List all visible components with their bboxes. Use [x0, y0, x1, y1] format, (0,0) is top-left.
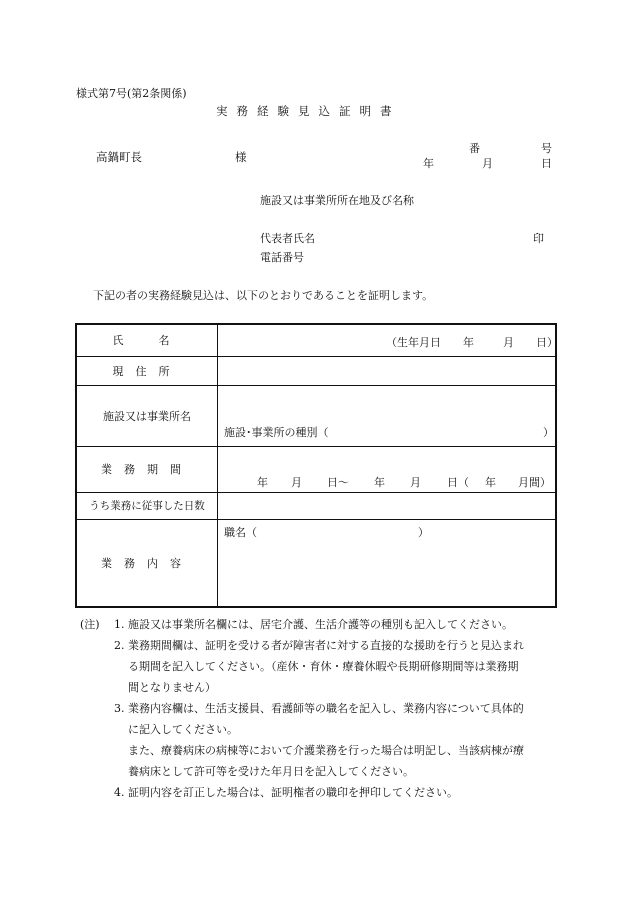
facility-label: 施設又は事業所名	[103, 409, 191, 423]
facility-type-open: 施設･事業所の種別（	[224, 425, 329, 439]
birth-year: 年	[463, 336, 474, 349]
note-line: 施設又は事業所名欄には、居宅介護、生活介護等の種別も記入してください。	[128, 618, 513, 631]
period-day-2: 日（	[447, 475, 469, 489]
number-suffix: 号	[541, 142, 552, 155]
days-label-cell	[76, 492, 218, 519]
period-label-cell	[76, 446, 218, 492]
note-line: 間となりません）	[128, 681, 216, 694]
period-field[interactable]	[218, 446, 557, 492]
representative-label: 代表者氏名	[260, 232, 315, 245]
facility-label-cell	[76, 385, 218, 446]
period-month-2: 月	[410, 475, 421, 489]
notes-list	[80, 614, 560, 803]
seal-mark: 印	[533, 232, 544, 245]
note-text	[128, 698, 560, 782]
note-line: 養病床として許可等を受けた年月日を記入してください。	[128, 765, 414, 778]
address-label-cell	[76, 356, 218, 385]
row-name	[76, 324, 556, 356]
note-line: また、療養病床の病棟等において介護業務を行った場合は明記し、当該病棟が療	[128, 744, 524, 757]
period-day-1: 日～	[327, 475, 349, 489]
row-days	[76, 492, 556, 519]
note-line: る期間を記入してください。（産休・育休・療養休暇や長期研修期間等は業務期	[128, 660, 519, 673]
period-month-1: 月	[291, 475, 302, 489]
row-facility	[76, 385, 556, 446]
address-label: 現住所	[112, 364, 182, 378]
date-month: 月	[482, 157, 493, 170]
honorific: 様	[235, 150, 247, 164]
notes-prefix: (注)	[80, 618, 100, 631]
note-number: 1.	[114, 618, 125, 631]
certificate-table	[75, 323, 557, 608]
period-year-3: 年	[485, 475, 496, 489]
note-line: 業務期間欄は、証明を受ける者が障害者に対する直接的な援助を行うと見込まれ	[128, 639, 524, 652]
note-item	[80, 614, 560, 635]
row-period	[76, 446, 556, 492]
document-title: 実務経験見込証明書	[216, 104, 401, 118]
note-number: 2.	[114, 639, 125, 652]
content-field[interactable]	[218, 519, 557, 607]
period-year-2: 年	[374, 475, 385, 489]
birth-month: 月	[503, 336, 514, 349]
days-field[interactable]	[218, 492, 557, 519]
note-item	[80, 635, 560, 698]
content-label-cell	[76, 519, 218, 607]
name-label-cell	[76, 324, 218, 356]
days-label: うち業務に従事した日数	[89, 500, 205, 512]
note-number: 3.	[114, 702, 125, 715]
note-text	[128, 614, 560, 635]
note-line: に記入してください。	[128, 723, 238, 736]
note-text	[128, 635, 560, 698]
job-title-open: 職名（	[224, 525, 257, 539]
date-day: 日	[541, 157, 552, 170]
addressee: 高鍋町長	[96, 150, 142, 164]
note-item	[80, 782, 560, 803]
row-address	[76, 356, 556, 385]
content-label: 業務内容	[101, 556, 193, 570]
form-number: 様式第7号(第2条関係)	[76, 87, 187, 100]
name-label: 氏 名	[112, 334, 182, 348]
note-text	[128, 782, 560, 803]
birth-day: 日）	[536, 336, 558, 349]
name-field[interactable]	[218, 324, 557, 356]
facility-field[interactable]	[218, 385, 557, 446]
job-title-close: ）	[418, 525, 429, 539]
date-year: 年	[423, 157, 434, 170]
note-line: 業務内容欄は、生活支援員、看護師等の職名を記入し、業務内容について具体的	[128, 702, 524, 715]
number-label: 番	[469, 142, 480, 155]
period-month-3: 月間）	[518, 475, 551, 489]
facility-type-close: ）	[543, 425, 554, 439]
notes-section	[80, 614, 560, 803]
address-field[interactable]	[218, 356, 557, 385]
certification-statement: 下記の者の実務経験見込は、以下のとおりであることを証明します。	[93, 289, 434, 302]
period-label: 業務期間	[101, 463, 193, 476]
period-year-1: 年	[257, 475, 268, 489]
birth-open: （生年月日	[386, 336, 441, 349]
row-content	[76, 519, 556, 607]
issuer-facility-label: 施設又は事業所所在地及び名称	[260, 194, 414, 207]
note-line: 証明内容を訂正した場合は、証明権者の職印を押印してください。	[128, 786, 458, 799]
note-item	[80, 698, 560, 782]
note-number: 4.	[114, 786, 125, 799]
phone-label: 電話番号	[260, 251, 304, 264]
